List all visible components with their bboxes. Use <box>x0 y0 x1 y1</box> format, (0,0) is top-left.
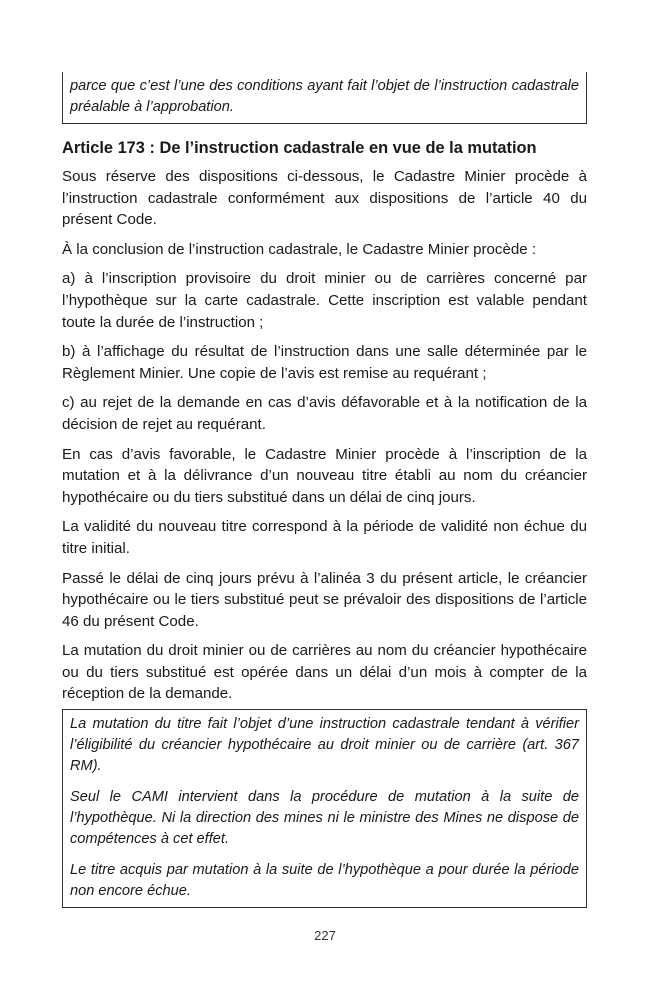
article-paragraph: b) à l’affichage du résultat de l’instruction dans une salle déterminée par le Règlement Minier. Une copie de l’avis est remise au requérant ; <box>62 343 587 382</box>
commentary-box <box>62 709 587 908</box>
article-paragraph: En cas d’avis favorable, le Cadastre Minier procède à l’inscription de la mutation et à la délivrance d’un nouveau titre établi au nom du créancier hypothécaire ou du tiers substitué dans un délai de cinq jours. <box>62 445 587 506</box>
article-body <box>62 166 587 705</box>
commentary-box-continued <box>62 72 587 124</box>
article-paragraph: c) au rejet de la demande en cas d’avis défavorable et à la notification de la décision de rejet au requérant. <box>62 394 587 433</box>
commentary-text: parce que c’est l’une des conditions ayant fait l’objet de l’instruction cadastrale préalable à l’approbation. <box>70 78 579 115</box>
commentary-paragraph: Seul le CAMI intervient dans la procédure de mutation à la suite de l’hypothèque. Ni la direction des mines ni le ministre des Mines ne dispose de compétences à cet effet. <box>70 789 579 848</box>
page-number: 227 <box>314 928 336 943</box>
article-paragraph: Passé le délai de cinq jours prévu à l’alinéa 3 du présent article, le créancier hypothécaire ou le tiers substitué peut se prévaloir des dispositions de l’article 46 du présent Code. <box>62 569 587 630</box>
document-page <box>62 72 587 908</box>
commentary-paragraph: Le titre acquis par mutation à la suite de l’hypothèque a pour durée la période non encore échue. <box>70 862 579 900</box>
article-paragraph: La validité du nouveau titre correspond à la période de validité non échue du titre initial. <box>62 518 587 557</box>
article-paragraph: Sous réserve des dispositions ci-dessous, le Cadastre Minier procède à l’instruction cadastrale conformément aux dispositions de l’article 40 du présent Code. <box>62 168 587 229</box>
article-paragraph: a) à l’inscription provisoire du droit minier ou de carrières concerné par l’hypothèque sur la carte cadastrale. Cette inscription est valable pendant toute la durée de l’instruction ; <box>62 270 587 331</box>
article-title: Article 173 : De l’instruction cadastrale en vue de la mutation <box>62 139 537 157</box>
commentary-paragraph: La mutation du titre fait l’objet d’une instruction cadastrale tendant à vérifier l’éligibilité du créancier hypothécaire au droit minier ou de carrière (art. 367 RM). <box>70 716 579 775</box>
article-paragraph: La mutation du droit minier ou de carrières au nom du créancier hypothécaire ou du tiers substitué est opérée dans un délai d’un mois à compter de la réception de la demande. <box>62 642 587 703</box>
article-paragraph: À la conclusion de l’instruction cadastrale, le Cadastre Minier procède : <box>62 240 537 258</box>
